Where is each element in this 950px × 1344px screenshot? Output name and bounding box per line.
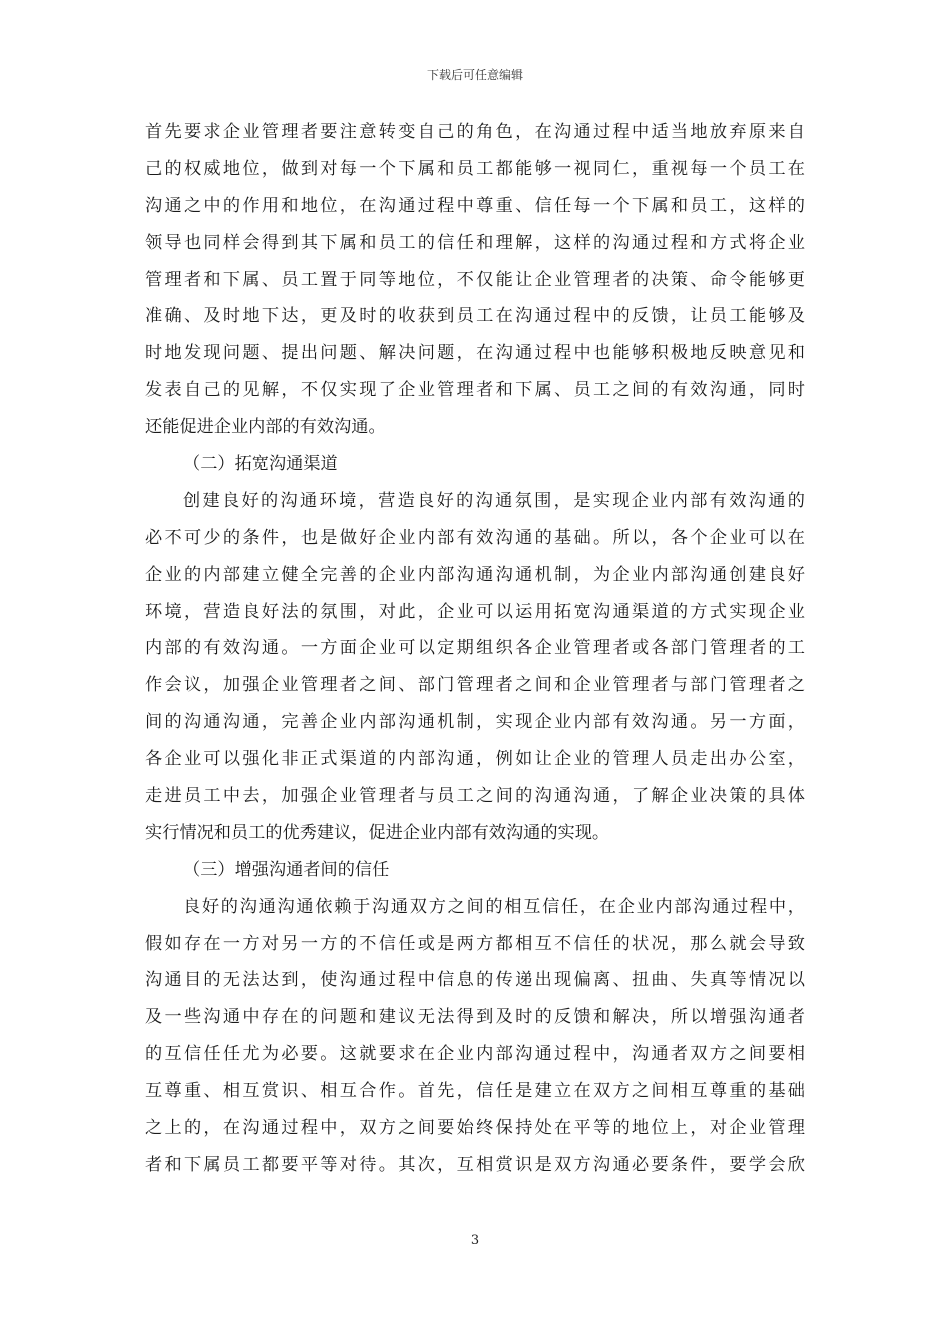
paragraph-line: 沟通目的无法达到，使沟通过程中信息的传递出现偏离、扭曲、失真等情况以 xyxy=(145,970,805,991)
paragraph-line: 的互信任任尤为必要。这就要求在企业内部沟通过程中，沟通者双方之间要相 xyxy=(145,1044,805,1065)
document-body xyxy=(145,114,805,1184)
paragraph-line: 必不可少的条件，也是做好企业内部有效沟通的基础。所以，各个企业可以在 xyxy=(145,527,805,548)
paragraph-line: 间的沟通沟通，完善企业内部沟通机制，实现企业内部有效沟通。另一方面， xyxy=(145,712,805,733)
section-heading-3: （三）增强沟通者间的信任 xyxy=(183,859,390,880)
paragraph-line: 企业的内部建立健全完善的企业内部沟通沟通机制，为企业内部沟通创建良好 xyxy=(145,564,805,585)
paragraph-line: 实行情况和员工的优秀建议，促进企业内部有效沟通的实现。 xyxy=(145,822,610,843)
paragraph-line: 己的权威地位，做到对每一个下属和员工都能够一视同仁，重视每一个员工在 xyxy=(145,158,805,179)
paragraph-line: 首先要求企业管理者要注意转变自己的角色，在沟通过程中适当地放弃原来自 xyxy=(145,122,805,142)
paragraph-line: 作会议，加强企业管理者之间、部门管理者之间和企业管理者与部门管理者之 xyxy=(145,675,805,696)
paragraph-line: 走进员工中去，加强企业管理者与员工之间的沟通沟通，了解企业决策的具体 xyxy=(145,786,805,807)
paragraph-line: 沟通之中的作用和地位，在沟通过程中尊重、信任每一个下属和员工，这样的 xyxy=(145,195,805,216)
page-number: 3 xyxy=(470,1233,480,1248)
paragraph-line: 时地发现问题、提出问题、解决问题，在沟通过程中也能够积极地反映意见和 xyxy=(145,343,805,364)
paragraph-line: 假如存在一方对另一方的不信任或是两方都相互不信任的状况，那么就会导致 xyxy=(145,933,805,954)
paragraph-line: 领导也同样会得到其下属和员工的信任和理解，这样的沟通过程和方式将企业 xyxy=(145,232,805,253)
paragraph-line: 之上的，在沟通过程中，双方之间要始终保持处在平等的地位上，对企业管理 xyxy=(145,1118,805,1139)
paragraph-line: 良好的沟通沟通依赖于沟通双方之间的相互信任，在企业内部沟通过程中， xyxy=(183,896,805,917)
page-header: 下载后可任意编辑 xyxy=(426,68,523,82)
paragraph-line: 者和下属员工都要平等对待。其次，互相赏识是双方沟通必要条件，要学会欣 xyxy=(145,1154,805,1175)
paragraph-line: 互尊重、相互赏识、相互合作。首先，信任是建立在双方之间相互尊重的基础 xyxy=(145,1081,805,1102)
paragraph-line: 各企业可以强化非正式渠道的内部沟通，例如让企业的管理人员走出办公室， xyxy=(145,749,805,770)
paragraph-line: 管理者和下属、员工置于同等地位，不仅能让企业管理者的决策、命令能够更 xyxy=(145,269,805,290)
paragraph-line: 准确、及时地下达，更及时的收获到员工在沟通过程中的反馈，让员工能够及 xyxy=(145,306,805,327)
paragraph-line: 发表自己的见解，不仅实现了企业管理者和下属、员工之间的有效沟通，同时 xyxy=(145,380,805,401)
paragraph-line: 环境，营造良好法的氛围，对此，企业可以运用拓宽沟通渠道的方式实现企业 xyxy=(145,601,805,622)
section-heading-2: （二）拓宽沟通渠道 xyxy=(183,454,338,475)
paragraph-line: 及一些沟通中存在的问题和建议无法得到及时的反馈和解决，所以增强沟通者 xyxy=(145,1007,805,1028)
paragraph-line: 内部的有效沟通。一方面企业可以定期组织各企业管理者或各部门管理者的工 xyxy=(145,638,805,659)
paragraph-line: 创建良好的沟通环境，营造良好的沟通氛围，是实现企业内部有效沟通的 xyxy=(183,490,805,511)
paragraph-line: 还能促进企业内部的有效沟通。 xyxy=(145,417,386,438)
